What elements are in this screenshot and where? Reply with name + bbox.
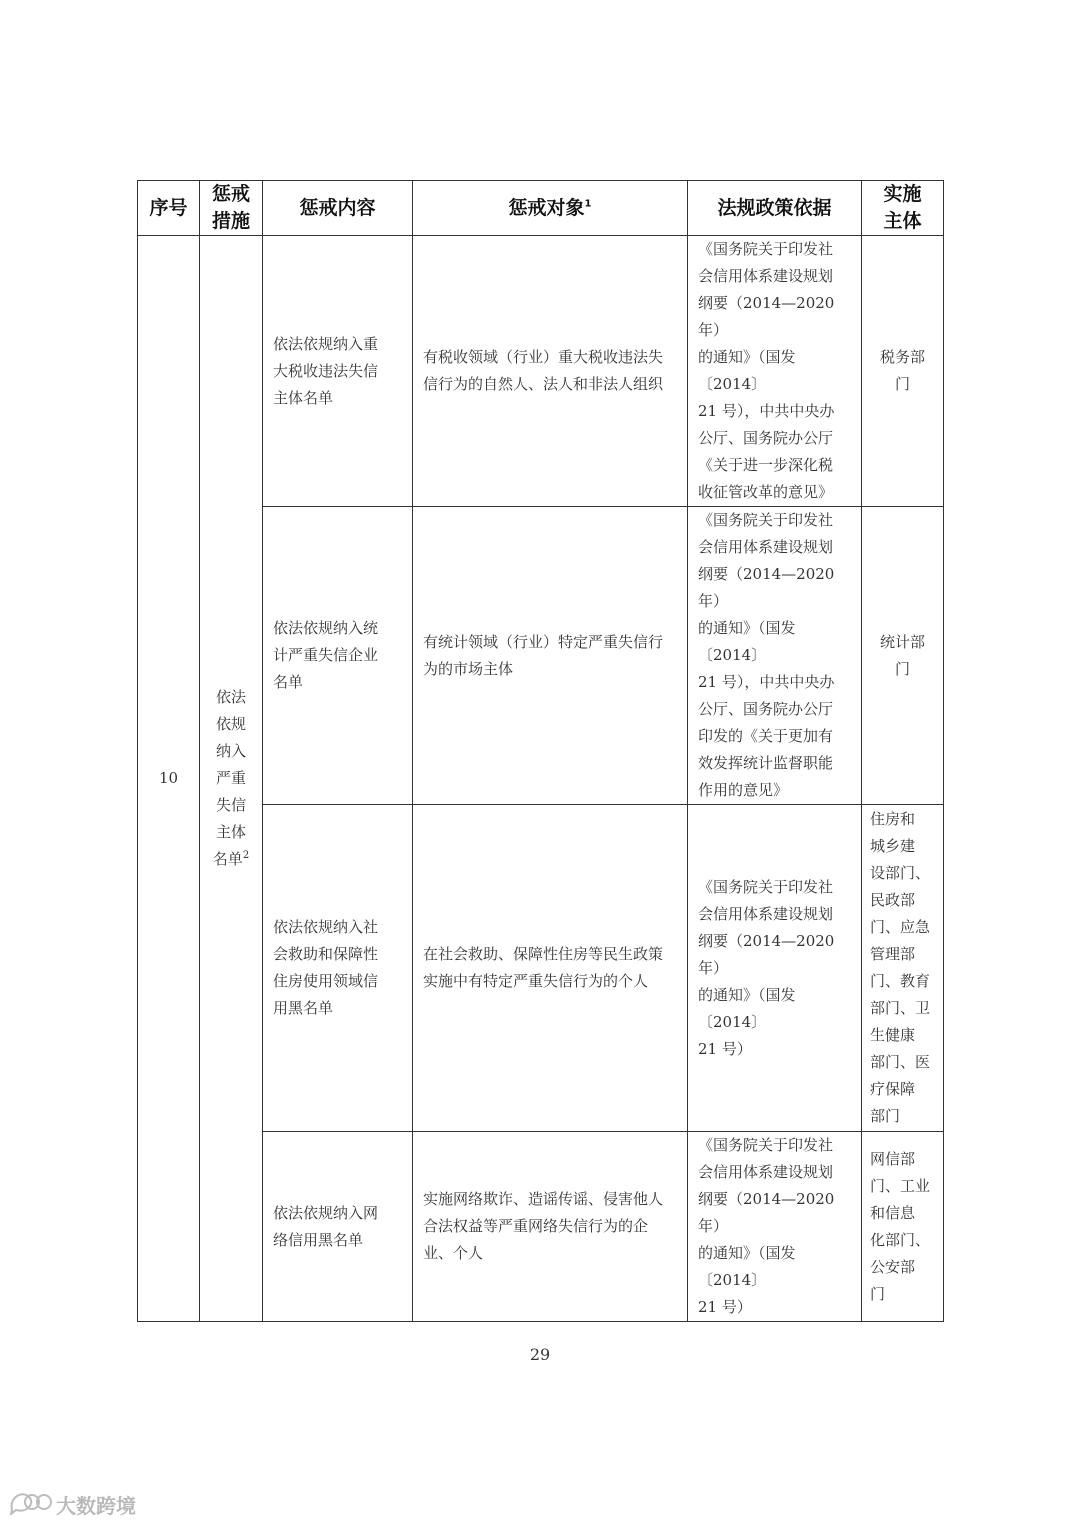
measure-text: 依法 依规 纳入 严重 失信 主体 名单 bbox=[212, 688, 246, 868]
object-cell: 实施网络欺诈、造谣传谣、侵害他人 合法权益等严重网络失信行为的企 业、个人 bbox=[413, 1132, 688, 1322]
header-measure: 惩戒 措施 bbox=[200, 181, 263, 236]
content-cell: 依法依规纳入社 会救助和保障性 住房使用领域信 用黑名单 bbox=[263, 805, 413, 1132]
table-row bbox=[138, 236, 944, 507]
basis-cell: 《国务院关于印发社 会信用体系建设规划 纲要（2014—2020 年） 的通知》（国发〔2014〕 21 号） bbox=[688, 1132, 862, 1322]
seq-cell: 10 bbox=[138, 236, 200, 1322]
header-object-label: 惩戒对象 bbox=[508, 196, 585, 219]
basis-cell: 《国务院关于印发社 会信用体系建设规划 纲要（2014—2020 年） 的通知》（国发〔2014〕 21 号），中共中央办 公厅、国务院办公厅 《关于进一步深化税 收征管改革的意见》 bbox=[688, 236, 862, 507]
header-row bbox=[138, 181, 944, 236]
watermark-text: 大数跨境 bbox=[56, 1493, 136, 1518]
basis-cell: 《国务院关于印发社 会信用体系建设规划 纲要（2014—2020 年） 的通知》（国发〔2014〕 21 号） bbox=[688, 805, 862, 1132]
watermark bbox=[8, 1489, 136, 1519]
content-cell: 依法依规纳入网 络信用黑名单 bbox=[263, 1132, 413, 1322]
header-content: 惩戒内容 bbox=[263, 181, 413, 236]
chat-bubble-logo-icon bbox=[8, 1489, 52, 1520]
object-cell: 有统计领域（行业）特定严重失信行 为的市场主体 bbox=[413, 507, 688, 805]
sanctions-table bbox=[137, 180, 944, 1322]
basis-cell: 《国务院关于印发社 会信用体系建设规划 纲要（2014—2020 年） 的通知》（国发〔2014〕 21 号），中共中央办 公厅、国务院办公厅 印发的《关于更加有 效发挥统计监督职能 作用的意见》 bbox=[688, 507, 862, 805]
content-cell: 依法依规纳入统 计严重失信企业 名单 bbox=[263, 507, 413, 805]
subject-cell: 税务部 门 bbox=[862, 236, 944, 507]
object-cell: 有税收领域（行业）重大税收违法失 信行为的自然人、法人和非法人组织 bbox=[413, 236, 688, 507]
measure-cell bbox=[200, 236, 263, 1322]
subject-cell: 住房和 城乡建 设部门、 民政部 门、应急 管理部 门、教育 部门、卫 生健康 部门、医 疗保障 部门 bbox=[862, 805, 944, 1132]
object-cell: 在社会救助、保障性住房等民生政策 实施中有特定严重失信行为的个人 bbox=[413, 805, 688, 1132]
subject-cell: 统计部 门 bbox=[862, 507, 944, 805]
footnote-marker-1: 1 bbox=[584, 198, 592, 210]
header-subject: 实施 主体 bbox=[862, 181, 944, 236]
header-object bbox=[413, 181, 688, 236]
footnote-marker-2: 2 bbox=[242, 850, 250, 861]
content-cell: 依法依规纳入重 大税收违法失信 主体名单 bbox=[263, 236, 413, 507]
header-seq: 序号 bbox=[138, 181, 200, 236]
page-number: 29 bbox=[529, 1345, 551, 1364]
header-basis: 法规政策依据 bbox=[688, 181, 862, 236]
subject-cell: 网信部 门、工业 和信息 化部门、 公安部 门 bbox=[862, 1132, 944, 1322]
